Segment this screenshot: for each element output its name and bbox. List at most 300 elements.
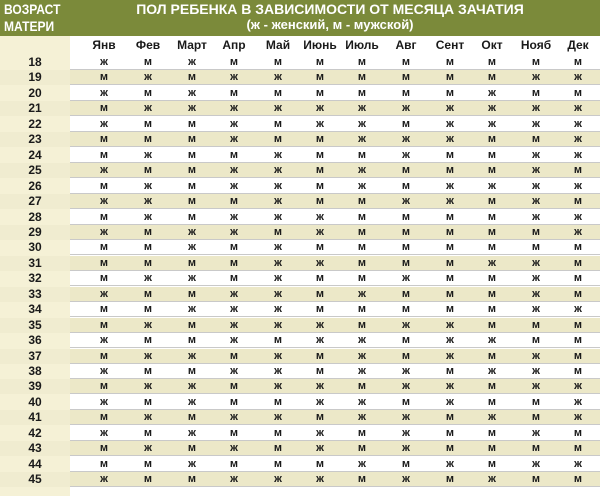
- gender-cell: ж: [532, 180, 540, 192]
- table-row: [0, 302, 600, 317]
- gender-cell: м: [487, 71, 497, 83]
- gender-cell: м: [357, 272, 367, 284]
- table-row: [0, 210, 600, 225]
- gender-cell: ж: [144, 195, 152, 207]
- gender-cell: ж: [316, 334, 324, 346]
- gender-cell: ж: [188, 102, 196, 114]
- gender-cell: ж: [316, 442, 324, 454]
- table-row: [0, 271, 600, 286]
- gender-cell: м: [273, 442, 283, 454]
- gender-cell: м: [573, 427, 583, 439]
- gender-cell: ж: [574, 118, 582, 130]
- month-header: Нояб: [520, 38, 552, 52]
- gender-cell: м: [143, 396, 153, 408]
- age-cell: 19: [28, 70, 42, 84]
- gender-cell: ж: [488, 365, 496, 377]
- gender-cell: м: [229, 427, 239, 439]
- month-header: Сент: [435, 38, 465, 52]
- gender-cell: ж: [358, 334, 366, 346]
- gender-cell: м: [315, 241, 325, 253]
- month-header: Май: [265, 38, 291, 52]
- gender-cell: м: [401, 211, 411, 223]
- table-row: [0, 287, 600, 302]
- gender-cell: м: [315, 365, 325, 377]
- gender-cell: ж: [402, 365, 410, 377]
- gender-cell: м: [445, 442, 455, 454]
- gender-cell: м: [401, 71, 411, 83]
- gender-cell: ж: [532, 211, 540, 223]
- age-cell: 26: [28, 179, 42, 193]
- gender-cell: м: [315, 458, 325, 470]
- gender-cell: ж: [574, 303, 582, 315]
- gender-cell: ж: [316, 380, 324, 392]
- gender-cell: ж: [574, 396, 582, 408]
- gender-cell: м: [531, 396, 541, 408]
- gender-cell: м: [99, 133, 109, 145]
- gender-cell: м: [357, 226, 367, 238]
- gender-cell: ж: [358, 350, 366, 362]
- gender-cell: ж: [574, 411, 582, 423]
- gender-cell: ж: [144, 102, 152, 114]
- age-cell: 32: [28, 271, 42, 285]
- gender-cell: м: [445, 257, 455, 269]
- gender-cell: м: [401, 87, 411, 99]
- gender-cell: ж: [446, 319, 454, 331]
- gender-cell: м: [99, 71, 109, 83]
- gender-cell: м: [229, 396, 239, 408]
- gender-cell: ж: [144, 211, 152, 223]
- gender-cell: ж: [100, 288, 108, 300]
- gender-cell: ж: [532, 195, 540, 207]
- gender-cell: м: [487, 226, 497, 238]
- gender-cell: м: [187, 71, 197, 83]
- gender-cell: м: [273, 334, 283, 346]
- gender-cell: ж: [532, 257, 540, 269]
- gender-cell: м: [531, 241, 541, 253]
- gender-cell: м: [315, 272, 325, 284]
- gender-cell: м: [445, 288, 455, 300]
- gender-cell: ж: [532, 365, 540, 377]
- gender-cell: ж: [274, 195, 282, 207]
- gender-cell: ж: [402, 427, 410, 439]
- gender-cell: ж: [100, 118, 108, 130]
- gender-cell: м: [229, 257, 239, 269]
- gender-cell: ж: [100, 226, 108, 238]
- gender-cell: ж: [188, 458, 196, 470]
- gender-cell: м: [357, 303, 367, 315]
- gender-cell: м: [143, 87, 153, 99]
- gender-cell: ж: [274, 149, 282, 161]
- gender-cell: м: [401, 164, 411, 176]
- month-header: Март: [177, 38, 207, 52]
- gender-cell: м: [99, 149, 109, 161]
- gender-cell: ж: [358, 118, 366, 130]
- age-cell: 31: [28, 256, 42, 270]
- gender-cell: ж: [316, 396, 324, 408]
- gender-cell: ж: [532, 350, 540, 362]
- gender-cell: м: [445, 164, 455, 176]
- gender-cell: ж: [230, 71, 238, 83]
- gender-cell: ж: [188, 380, 196, 392]
- gender-cell: м: [315, 350, 325, 362]
- gender-cell: ж: [358, 180, 366, 192]
- age-cell: 45: [28, 472, 42, 486]
- gender-cell: ж: [532, 288, 540, 300]
- gender-cell: ж: [402, 442, 410, 454]
- gender-cell: ж: [188, 396, 196, 408]
- gender-cell: ж: [188, 272, 196, 284]
- gender-cell: ж: [230, 180, 238, 192]
- gender-cell: ж: [358, 365, 366, 377]
- gender-cell: м: [401, 241, 411, 253]
- gender-cell: м: [99, 442, 109, 454]
- gender-cell: ж: [446, 118, 454, 130]
- gender-cell: м: [187, 442, 197, 454]
- table-row: [0, 148, 600, 163]
- gender-cell: ж: [230, 473, 238, 485]
- gender-cell: ж: [230, 319, 238, 331]
- gender-cell: м: [143, 334, 153, 346]
- gender-cell: м: [315, 133, 325, 145]
- gender-cell: м: [573, 473, 583, 485]
- gender-cell: м: [99, 211, 109, 223]
- gender-cell: ж: [230, 102, 238, 114]
- gender-cell: ж: [274, 257, 282, 269]
- gender-cell: м: [487, 396, 497, 408]
- gender-cell: ж: [446, 458, 454, 470]
- gender-cell: м: [487, 195, 497, 207]
- gender-cell: ж: [316, 118, 324, 130]
- gender-cell: м: [531, 56, 541, 68]
- gender-cell: ж: [274, 319, 282, 331]
- gender-cell: ж: [230, 334, 238, 346]
- gender-cell: м: [187, 211, 197, 223]
- table-row: [0, 132, 600, 147]
- gender-cell: ж: [446, 180, 454, 192]
- gender-cell: м: [187, 473, 197, 485]
- gender-cell: м: [445, 365, 455, 377]
- gender-cell: ж: [488, 118, 496, 130]
- gender-cell: ж: [532, 149, 540, 161]
- gender-cell: м: [187, 257, 197, 269]
- age-cell: 39: [28, 379, 42, 393]
- gender-cell: м: [357, 257, 367, 269]
- gender-cell: ж: [574, 149, 582, 161]
- gender-cell: м: [315, 288, 325, 300]
- age-cell: 24: [28, 148, 42, 162]
- gender-cell: м: [401, 257, 411, 269]
- gender-cell: м: [445, 272, 455, 284]
- gender-cell: м: [573, 350, 583, 362]
- gender-cell: м: [273, 226, 283, 238]
- gender-cell: м: [487, 350, 497, 362]
- gender-cell: ж: [574, 71, 582, 83]
- gender-cell: ж: [316, 319, 324, 331]
- age-title-line2: МАТЕРИ: [4, 18, 55, 34]
- gender-cell: м: [357, 87, 367, 99]
- age-column-title: [4, 1, 61, 35]
- table-row: [0, 318, 600, 333]
- table-row: [0, 472, 600, 487]
- gender-cell: ж: [402, 380, 410, 392]
- gender-cell: ж: [532, 380, 540, 392]
- gender-cell: м: [357, 442, 367, 454]
- gender-cell: м: [229, 195, 239, 207]
- gender-cell: ж: [488, 334, 496, 346]
- age-cell: 20: [28, 86, 42, 100]
- gender-cell: м: [187, 149, 197, 161]
- gender-cell: м: [487, 442, 497, 454]
- gender-cell: ж: [402, 411, 410, 423]
- gender-cell: ж: [274, 102, 282, 114]
- month-header: Янв: [92, 38, 116, 52]
- gender-cell: м: [573, 319, 583, 331]
- gender-cell: м: [487, 303, 497, 315]
- gender-cell: м: [187, 118, 197, 130]
- table-row: [0, 364, 600, 379]
- gender-cell: м: [357, 473, 367, 485]
- gender-cell: ж: [274, 164, 282, 176]
- gender-cell: м: [531, 87, 541, 99]
- gender-cell: м: [273, 87, 283, 99]
- gender-cell: ж: [446, 133, 454, 145]
- gender-cell: ж: [446, 380, 454, 392]
- gender-cell: ж: [316, 102, 324, 114]
- gender-cell: м: [99, 303, 109, 315]
- gender-cell: м: [445, 427, 455, 439]
- gender-cell: ж: [488, 87, 496, 99]
- gender-cell: м: [143, 288, 153, 300]
- table-row: [0, 86, 600, 101]
- gender-cell: м: [315, 56, 325, 68]
- gender-cell: м: [487, 211, 497, 223]
- gender-cell: м: [573, 365, 583, 377]
- gender-cell: м: [357, 380, 367, 392]
- gender-cell: ж: [188, 226, 196, 238]
- gender-cell: ж: [488, 411, 496, 423]
- age-cell: 41: [28, 410, 42, 424]
- age-cell: 38: [28, 364, 42, 378]
- gender-cell: ж: [274, 211, 282, 223]
- table-row: [0, 379, 600, 394]
- gender-cell: м: [229, 380, 239, 392]
- gender-cell: м: [315, 180, 325, 192]
- gender-cell: м: [487, 56, 497, 68]
- gender-cell: м: [357, 195, 367, 207]
- gender-cell: м: [573, 241, 583, 253]
- gender-cell: м: [445, 411, 455, 423]
- gender-cell: ж: [188, 303, 196, 315]
- gender-cell: ж: [358, 133, 366, 145]
- gender-cell: м: [99, 411, 109, 423]
- gender-cell: м: [273, 133, 283, 145]
- gender-cell: м: [357, 71, 367, 83]
- gender-cell: м: [99, 180, 109, 192]
- gender-cell: ж: [100, 473, 108, 485]
- gender-cell: м: [573, 288, 583, 300]
- gender-cell: м: [187, 133, 197, 145]
- gender-cell: м: [143, 458, 153, 470]
- gender-cell: ж: [230, 288, 238, 300]
- table-row: [0, 426, 600, 441]
- gender-cell: м: [99, 458, 109, 470]
- gender-cell: м: [315, 303, 325, 315]
- gender-cell: ж: [532, 71, 540, 83]
- gender-cell: м: [573, 257, 583, 269]
- gender-cell: м: [445, 211, 455, 223]
- gender-cell: ж: [100, 396, 108, 408]
- gender-cell: м: [99, 319, 109, 331]
- gender-cell: м: [143, 365, 153, 377]
- gender-cell: м: [445, 56, 455, 68]
- gender-cell: м: [401, 180, 411, 192]
- gender-cell: ж: [144, 350, 152, 362]
- gender-cell: м: [487, 133, 497, 145]
- gender-cell: м: [573, 87, 583, 99]
- table-row: [0, 457, 600, 472]
- gender-cell: ж: [574, 180, 582, 192]
- gender-cell: м: [99, 241, 109, 253]
- month-header: Июнь: [303, 38, 337, 52]
- age-cell: 35: [28, 318, 42, 332]
- gender-cell: м: [315, 87, 325, 99]
- gender-cell: ж: [274, 411, 282, 423]
- gender-cell: ж: [358, 164, 366, 176]
- gender-cell: м: [143, 164, 153, 176]
- gender-cell: м: [487, 272, 497, 284]
- age-cell: 18: [28, 55, 42, 69]
- gender-cell: ж: [144, 380, 152, 392]
- table-subtitle: (ж - женский, м - мужской): [246, 17, 414, 32]
- gender-cell: ж: [446, 195, 454, 207]
- gender-cell: м: [531, 473, 541, 485]
- gender-cell: ж: [144, 442, 152, 454]
- gender-cell: ж: [488, 473, 496, 485]
- gender-cell: ж: [100, 195, 108, 207]
- age-cell: 29: [28, 225, 42, 239]
- month-header: Июль: [345, 38, 379, 52]
- table-row: [0, 194, 600, 209]
- gender-cell: ж: [274, 241, 282, 253]
- gender-cell: м: [531, 226, 541, 238]
- age-cell: 27: [28, 194, 42, 208]
- gender-cell: м: [143, 427, 153, 439]
- gender-cell: ж: [402, 473, 410, 485]
- gender-cell: ж: [402, 319, 410, 331]
- gender-cell: м: [273, 427, 283, 439]
- gender-cell: ж: [274, 303, 282, 315]
- gender-cell: м: [315, 71, 325, 83]
- gender-cell: ж: [188, 56, 196, 68]
- age-cell: 36: [28, 333, 42, 347]
- gender-cell: м: [99, 257, 109, 269]
- gender-cell: ж: [574, 133, 582, 145]
- gender-cell: ж: [316, 473, 324, 485]
- table-row: [0, 101, 600, 116]
- gender-cell: м: [531, 442, 541, 454]
- age-cell: 21: [28, 101, 42, 115]
- age-cell: 43: [28, 441, 42, 455]
- gender-cell: ж: [532, 118, 540, 130]
- gender-cell: м: [273, 56, 283, 68]
- gender-cell: ж: [532, 102, 540, 114]
- table-row: [0, 55, 600, 70]
- gender-cell: ж: [188, 87, 196, 99]
- gender-cell: ж: [446, 396, 454, 408]
- gender-cell: м: [573, 56, 583, 68]
- table-row: [0, 117, 600, 132]
- age-cell: 25: [28, 163, 42, 177]
- table-title: ПОЛ РЕБЕНКА В ЗАВИСИМОСТИ ОТ МЕСЯЦА ЗАЧАТИЯ: [136, 1, 524, 17]
- gender-cell: ж: [488, 102, 496, 114]
- gender-cell: м: [187, 334, 197, 346]
- gender-cell: ж: [100, 56, 108, 68]
- gender-cell: м: [187, 365, 197, 377]
- gender-cell: м: [187, 195, 197, 207]
- gender-cell: м: [573, 195, 583, 207]
- gender-cell: м: [143, 118, 153, 130]
- gender-cell: м: [357, 211, 367, 223]
- gender-cell: ж: [274, 180, 282, 192]
- age-title-line1: ВОЗРАСТ: [4, 1, 61, 17]
- age-cell: 30: [28, 240, 42, 254]
- gender-cell: ж: [358, 288, 366, 300]
- age-cell: 40: [28, 395, 42, 409]
- gender-cell: м: [401, 303, 411, 315]
- table-row: [0, 179, 600, 194]
- gender-cell: м: [229, 272, 239, 284]
- gender-cell: м: [229, 350, 239, 362]
- gender-cell: м: [315, 149, 325, 161]
- gender-cell: м: [445, 473, 455, 485]
- gender-cell: м: [487, 458, 497, 470]
- gender-cell: м: [487, 241, 497, 253]
- gender-cell: м: [573, 334, 583, 346]
- gender-cell: м: [573, 442, 583, 454]
- gender-cell: м: [445, 226, 455, 238]
- gender-cell: м: [401, 334, 411, 346]
- gender-cell: м: [229, 149, 239, 161]
- gender-cell: ж: [274, 380, 282, 392]
- gender-cell: м: [531, 133, 541, 145]
- gender-cell: ж: [402, 195, 410, 207]
- table-row: [0, 395, 600, 410]
- gender-cell: м: [531, 334, 541, 346]
- gender-cell: ж: [230, 118, 238, 130]
- gender-cell: ж: [144, 180, 152, 192]
- gender-cell: ж: [532, 303, 540, 315]
- gender-cell: м: [357, 319, 367, 331]
- gender-cell: м: [273, 396, 283, 408]
- table-row: [0, 225, 600, 240]
- gender-cell: ж: [188, 350, 196, 362]
- gender-cell: м: [531, 319, 541, 331]
- gender-cell: ж: [274, 473, 282, 485]
- gender-cell: м: [401, 458, 411, 470]
- gender-cell: м: [401, 226, 411, 238]
- gender-cell: м: [99, 380, 109, 392]
- gender-cell: ж: [488, 180, 496, 192]
- gender-cell: ж: [316, 427, 324, 439]
- gender-cell: м: [531, 411, 541, 423]
- gender-cell: ж: [402, 149, 410, 161]
- gender-cell: м: [229, 87, 239, 99]
- gender-cell: ж: [402, 272, 410, 284]
- gender-cell: ж: [144, 411, 152, 423]
- month-header: Авг: [395, 38, 417, 52]
- table-row: [0, 240, 600, 255]
- gender-cell: ж: [144, 149, 152, 161]
